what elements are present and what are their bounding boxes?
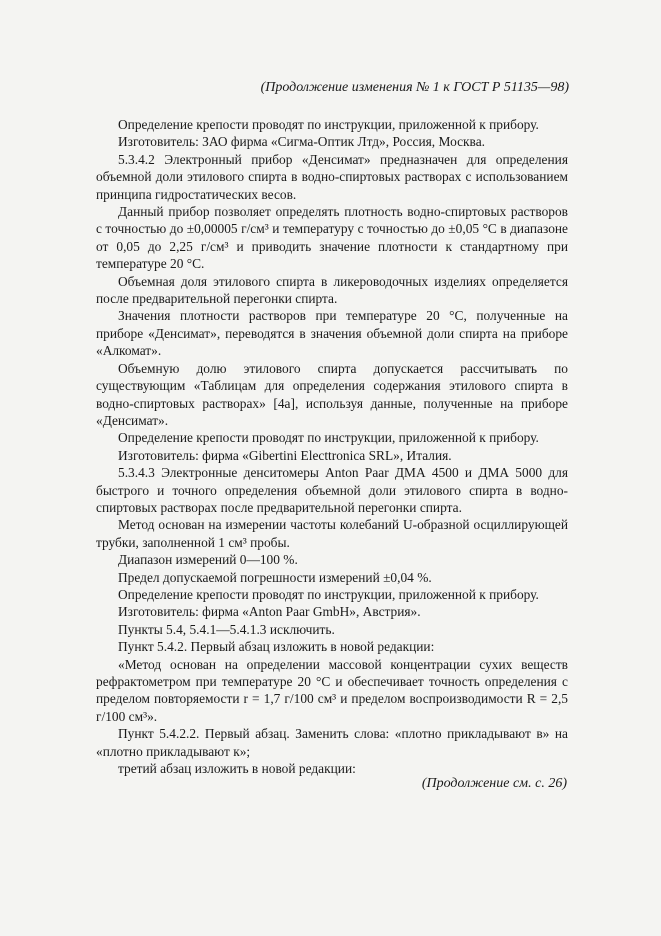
paragraph: Предел допускаемой погрешности измерений ±0,04 %. (118, 569, 432, 585)
page-footer: (Продолжение см. с. 26) (421, 776, 567, 791)
paragraph: Пункт 5.4.2.2. Первый абзац. Заменить слова: «плотно прикладывают в» на «плотно прикладывают к»; (96, 726, 568, 759)
paragraph: Диапазон измерений 0—100 %. (118, 552, 298, 568)
paragraph: третий абзац изложить в новой редакции: (118, 761, 356, 777)
page-header: (Продолжение изменения № 1 к ГОСТ Р 51135—98) (260, 80, 569, 95)
paragraph: Определение крепости проводят по инструкции, приложенной к прибору. (118, 117, 539, 132)
paragraph: Объемная доля этилового спирта в ликероводочных изделиях определяется после предварительной перегонки спирта. (96, 273, 568, 307)
paragraph: 5.3.4.2 Электронный прибор «Денсимат» предназначен для определения объемной доли этилового спирта в водно-спиртовых растворах с использованием принципа гидростатических весов. (96, 151, 568, 202)
paragraph: Объемную долю этилового спирта допускается рассчитывать по существующим «Таблицам для определения содержания этилового спирта в водно-спиртовых растворах» [4а], используя данные, полученные на приборе «Денсимат». (96, 360, 568, 428)
paragraph: Определение крепости проводят по инструкции, приложенной к прибору. (118, 430, 539, 446)
body-text (96, 116, 568, 777)
paragraph: Данный прибор позволяет определять плотность водно-спиртовых растворов с точностью до ±0,00005 г/см³ и температуру с точностью до ±0,05 °С в диапазоне от 0,05 до 2,25 г/см³ и приводить значение плотности к стандартному при температуре 20 °С. (96, 204, 568, 272)
paragraph: Пункты 5.4, 5.4.1—5.4.1.3 исключить. (118, 621, 335, 637)
paragraph: Изготовитель: фирма «Anton Paar GmbH», Австрия». (118, 604, 421, 620)
paragraph: «Метод основан на определении массовой концентрации сухих веществ рефрактометром при температуре 20 °С и обеспечивает точность определения с пределом повторяемости r = 1,7 г/100 см³ и пределом воспроизводимости R = 2,5 г/100 см³». (96, 656, 568, 724)
paragraph: Пункт 5.4.2. Первый абзац изложить в новой редакции: (118, 639, 435, 655)
paragraph: Метод основан на измерении частоты колебаний U-образной осциллирующей трубки, заполненной 1 см³ пробы. (96, 517, 568, 550)
paragraph: Значения плотности растворов при температуре 20 °С, полученные на приборе «Денсимат», переводятся в значения объемной доли спирта на приборе «Алкомат». (96, 308, 568, 359)
paragraph: Изготовитель: фирма «Gibertini Electtronica SRL», Италия. (118, 447, 452, 463)
paragraph: Определение крепости проводят по инструкции, приложенной к прибору. (118, 586, 539, 602)
paragraph: 5.3.4.3 Электронные денситомеры Anton Paar ДМА 4500 и ДМА 5000 для быстрого и точного определения объемной доли этилового спирта в водно-спиртовых растворах после предварительной перегонки спирта. (96, 465, 568, 515)
paragraph: Изготовитель: ЗАО фирма «Сигма-Оптик Лтд», Россия, Москва. (118, 134, 485, 150)
